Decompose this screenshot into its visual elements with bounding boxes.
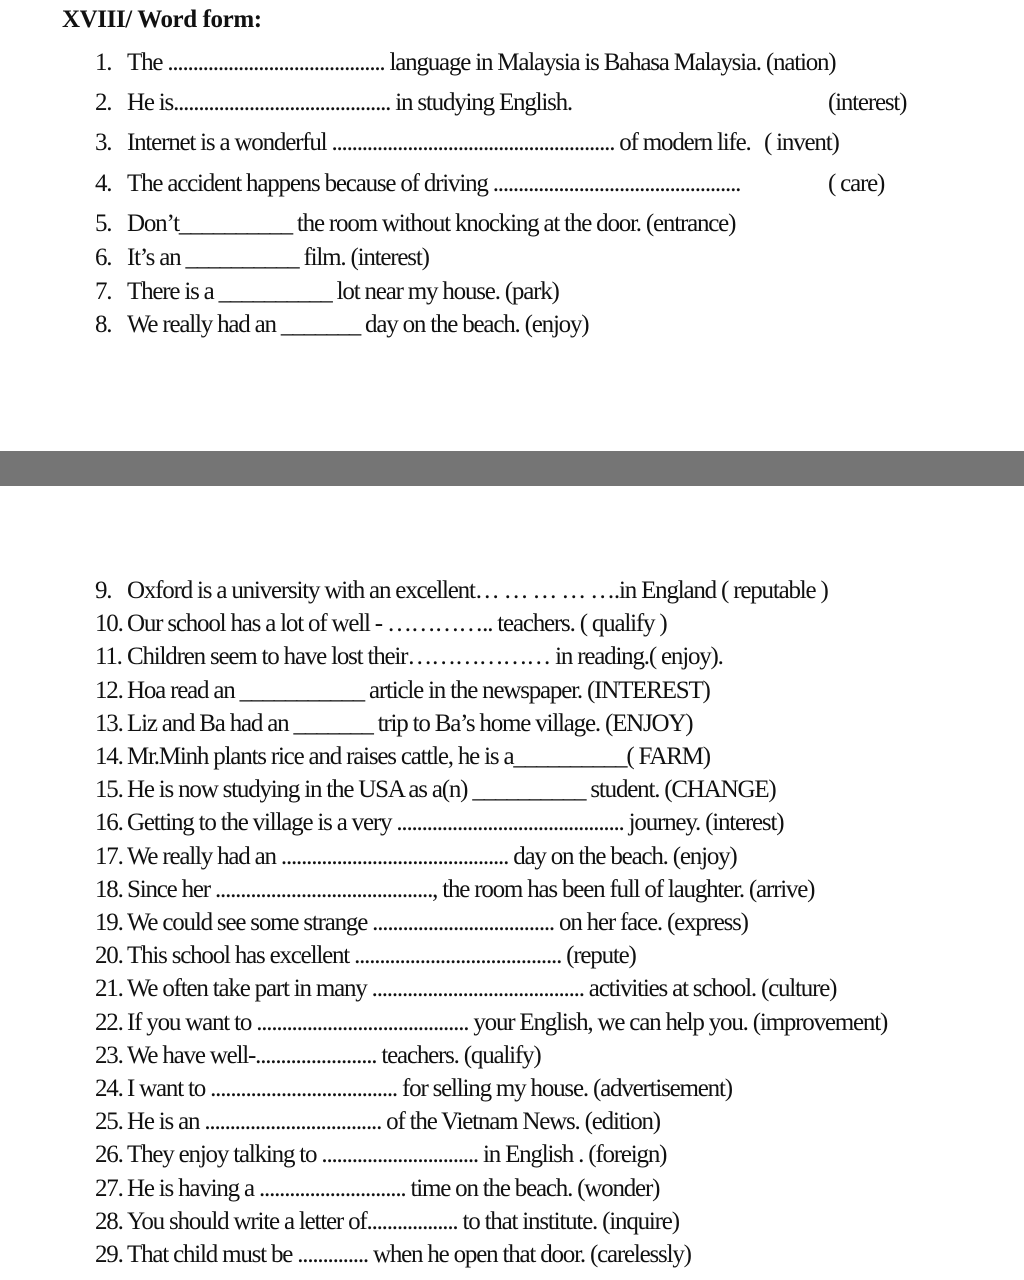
item-number: 9. <box>95 577 112 604</box>
exercise-item <box>95 810 783 835</box>
item-sentence: The accident happens because of driving ................................................. <box>127 170 741 197</box>
item-number: 18. <box>95 876 123 903</box>
item-sentence: He is an ................................... of the Vietnam News. (edition) <box>127 1108 660 1135</box>
item-number: 29. <box>95 1241 123 1268</box>
item-number: 13. <box>95 710 123 737</box>
exercise-item <box>95 976 836 1001</box>
item-sentence: Liz and Ba had an _______ trip to Ba’s home village. (ENJOY) <box>127 710 693 737</box>
exercise-item <box>95 211 735 236</box>
exercise-item <box>95 744 710 769</box>
item-number: 5. <box>95 210 112 237</box>
exercise-item <box>95 1109 660 1134</box>
gray-divider-band <box>0 451 1024 486</box>
item-sentence: Internet is a wonderful ........................................................ of modern life. <box>127 129 751 156</box>
exercise-item <box>95 1176 659 1201</box>
exercise-item <box>95 844 737 869</box>
exercise-item <box>95 711 692 736</box>
item-sentence: Hoa read an ___________ article in the newspaper. (INTEREST) <box>127 677 710 704</box>
item-number: 8. <box>95 311 112 338</box>
item-sentence: I want to ..................................... for selling my house. (advertisement) <box>127 1075 732 1102</box>
item-sentence: There is a __________ lot near my house. (park) <box>127 278 559 305</box>
exercise-item <box>95 644 723 669</box>
exercise-item <box>95 312 588 337</box>
exercise-item <box>95 1076 732 1101</box>
item-number: 4. <box>95 170 112 197</box>
exercise-item <box>95 1209 679 1234</box>
item-number: 20. <box>95 942 123 969</box>
item-sentence: Mr.Minh plants rice and raises cattle, he is a__________( FARM) <box>127 743 710 770</box>
item-number: 15. <box>95 776 123 803</box>
exercise-item <box>95 1142 666 1167</box>
item-sentence: He is........................................... in studying English. <box>127 89 572 116</box>
item-sentence: Children seem to have lost their……………… in reading.( enjoy). <box>127 643 723 670</box>
exercise-item <box>95 1242 691 1267</box>
item-number: 1. <box>95 49 112 76</box>
exercise-item <box>95 171 740 196</box>
exercise-item <box>95 130 751 155</box>
item-sentence: We really had an _______ day on the beach. (enjoy) <box>127 311 589 338</box>
exercise-item <box>95 910 748 935</box>
item-sentence: It’s an __________ film. (interest) <box>127 244 429 271</box>
item-sentence: Our school has a lot of well - ………….. teachers. ( qualify ) <box>127 610 667 637</box>
exercise-item <box>95 678 710 703</box>
item-number: 3. <box>95 129 112 156</box>
item-number: 26. <box>95 1141 123 1168</box>
exercise-item <box>95 611 666 636</box>
item-number: 14. <box>95 743 123 770</box>
item-number: 16. <box>95 809 123 836</box>
item-number: 7. <box>95 278 112 305</box>
item-number: 2. <box>95 89 112 116</box>
exercise-item <box>95 1010 887 1035</box>
item-sentence: They enjoy talking to ............................... in English . (foreign) <box>127 1141 667 1168</box>
exercise-item <box>95 245 429 270</box>
item-sentence: You should write a letter of.................. to that institute. (inquire) <box>127 1208 679 1235</box>
item-hint-word: (interest) <box>828 89 907 116</box>
item-number: 6. <box>95 244 112 271</box>
item-number: 21. <box>95 975 123 1002</box>
item-number: 22. <box>95 1009 123 1036</box>
item-sentence: Oxford is a university with an excellent… … … … ….in England ( reputable ) <box>127 577 828 604</box>
exercise-item <box>95 1043 540 1068</box>
item-number: 24. <box>95 1075 123 1102</box>
item-sentence: He is having a ............................. time on the beach. (wonder) <box>127 1175 660 1202</box>
item-sentence: He is now studying in the USA as a(n) __________ student. (CHANGE) <box>127 776 776 803</box>
item-sentence: Since her ..........................................., the room has been full of laughter. (arrive) <box>127 876 815 903</box>
item-sentence: If you want to .......................................... your English, we can help you. (improvement) <box>127 1009 888 1036</box>
item-sentence: We could see some strange .................................... on her face. (express) <box>127 909 748 936</box>
item-number: 12. <box>95 677 123 704</box>
exercise-item <box>95 877 814 902</box>
section-title: XVIII/ Word form: <box>62 6 262 33</box>
item-sentence: We have well-........................ teachers. (qualify) <box>127 1042 541 1069</box>
item-sentence: We often take part in many .......................................... activities at school. (culture) <box>127 975 837 1002</box>
item-number: 17. <box>95 843 123 870</box>
exercise-item <box>95 90 572 115</box>
exercise-item <box>95 50 835 75</box>
item-number: 25. <box>95 1108 123 1135</box>
item-number: 10. <box>95 610 123 637</box>
item-sentence: Getting to the village is a very ............................................. journey. (interest) <box>127 809 784 836</box>
item-hint-word: ( invent) <box>764 129 839 156</box>
item-number: 28. <box>95 1208 123 1235</box>
item-hint-word: ( care) <box>828 170 885 197</box>
exercise-item <box>95 777 776 802</box>
exercise-item <box>95 943 636 968</box>
item-number: 23. <box>95 1042 123 1069</box>
item-sentence: This school has excellent ......................................... (repute) <box>127 942 636 969</box>
item-number: 11. <box>95 643 122 670</box>
item-sentence: Don’t__________ the room without knocking at the door. (entrance) <box>127 210 736 237</box>
exercise-item <box>95 578 828 603</box>
exercise-item <box>95 279 559 304</box>
item-sentence: The ........................................... language in Malaysia is Bahasa Malaysia. (nation) <box>127 49 836 76</box>
item-number: 27. <box>95 1175 123 1202</box>
item-sentence: That child must be .............. when he open that door. (carelessly) <box>127 1241 691 1268</box>
item-number: 19. <box>95 909 123 936</box>
item-sentence: We really had an ............................................. day on the beach. (enjoy) <box>127 843 737 870</box>
